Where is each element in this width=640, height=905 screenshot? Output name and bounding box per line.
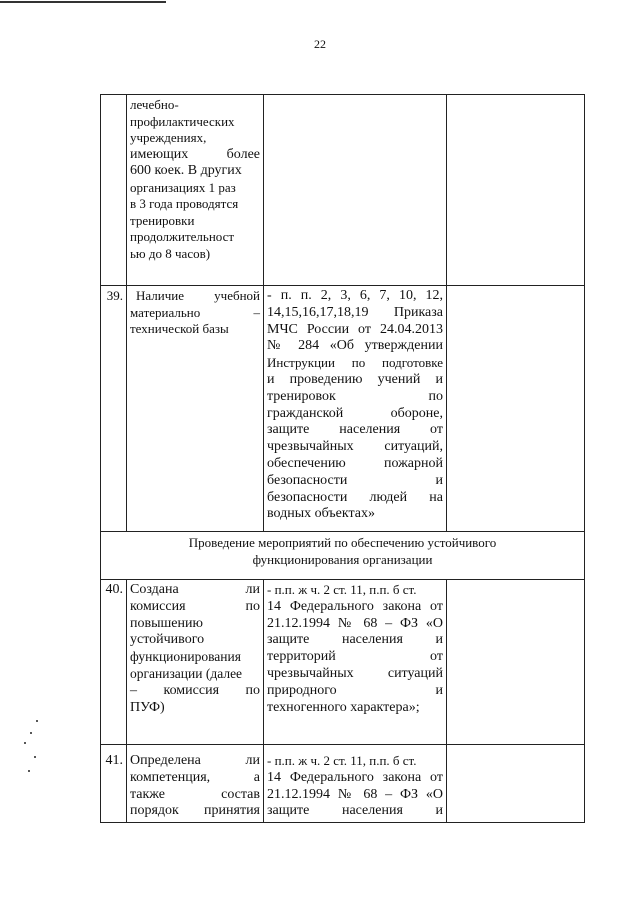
text-line: безопасности и: [267, 472, 443, 488]
text-line: чрезвычайных ситуаций: [267, 665, 443, 681]
section-row: [101, 532, 585, 580]
text-line: учреждениях,: [130, 130, 207, 145]
table-row: [101, 286, 585, 532]
basis-cell: [264, 286, 447, 532]
text-line: порядок принятия: [130, 803, 260, 819]
row-number: 39.: [101, 286, 127, 532]
text-line: гражданской обороне,: [267, 405, 443, 421]
row-number: [101, 95, 127, 286]
text-line: - п. п. 2, 3, 6, 7, 10, 12,: [267, 288, 443, 303]
text-line: имеющих более: [130, 146, 260, 162]
text-line: защите населения и: [267, 803, 443, 819]
text-line: территорий от: [267, 649, 443, 665]
text-line: техногенного характера»;: [267, 699, 420, 715]
text-line: Наличие учебной: [136, 288, 260, 303]
scan-specks: [22, 718, 52, 778]
text-line: технической базы: [130, 321, 229, 336]
text-line: устойчивого: [130, 632, 205, 648]
text-line: 14,15,16,17,18,19 Приказа: [267, 304, 443, 320]
text-line: тренировок по: [267, 388, 443, 404]
text-line: повышению: [130, 615, 203, 631]
requirements-table: [100, 94, 585, 823]
basis-cell: [264, 745, 447, 823]
text-line: 14 Федерального закона от: [267, 598, 443, 614]
text-line: материально –: [130, 304, 260, 320]
row-number: 40.: [101, 580, 127, 745]
requirement-cell: [127, 95, 264, 286]
text-line: защите населения от: [267, 422, 443, 438]
text-line: безопасности людей на: [267, 489, 443, 505]
text-line: Инструкции по подготовке: [267, 355, 443, 371]
scan-speck: [28, 770, 30, 772]
scan-speck: [24, 742, 26, 744]
text-line: функционирования: [130, 649, 241, 665]
basis-cell: [264, 95, 447, 286]
scan-speck: [34, 756, 36, 758]
text-line: природного и: [267, 682, 443, 698]
scan-speck: [36, 720, 38, 722]
text-line: Создана ли: [130, 582, 260, 597]
scan-speck: [30, 732, 32, 734]
note-cell: [447, 286, 585, 532]
text-line: № 284 «Об утверждении: [267, 338, 443, 354]
text-line: обеспечению пожарной: [267, 455, 443, 471]
text-line: профилактических: [130, 113, 235, 129]
text-line: организации (далее: [130, 665, 243, 681]
text-line: лечебно-: [130, 97, 179, 112]
text-line: организациях 1 раз: [130, 179, 236, 195]
text-line: также состав: [130, 786, 260, 802]
table-row: [101, 745, 585, 823]
table-row: [101, 580, 585, 745]
text-line: компетенция, а: [130, 769, 260, 785]
text-line: - п.п. ж ч. 2 ст. 11, п.п. б ст.: [267, 753, 417, 768]
page-number: 22: [314, 37, 326, 51]
row-number: 41.: [101, 745, 127, 823]
text-line: 600 коек. В других: [130, 163, 242, 178]
text-line: - п.п. ж ч. 2 ст. 11, п.п. б ст.: [267, 582, 417, 597]
note-cell: [447, 745, 585, 823]
table-row: [101, 95, 585, 286]
text-line: ПУФ): [130, 699, 165, 715]
text-line: 21.12.1994 № 68 – ФЗ «О: [267, 786, 443, 802]
text-line: Определена ли: [130, 753, 260, 768]
text-line: 21.12.1994 № 68 – ФЗ «О: [267, 615, 443, 631]
text-line: чрезвычайных ситуаций,: [267, 439, 443, 455]
text-line: ью до 8 часов): [130, 245, 211, 261]
text-line: МЧС России от 24.04.2013: [267, 321, 443, 337]
note-cell: [447, 580, 585, 745]
text-line: защите населения и: [267, 632, 443, 648]
text-line: водных объектах»: [267, 506, 375, 522]
requirement-cell: [127, 580, 264, 745]
text-line: комиссия по: [130, 598, 260, 614]
text-line: и проведению учений и: [267, 371, 443, 387]
note-cell: [447, 95, 585, 286]
requirement-cell: [127, 286, 264, 532]
section-title: Проведение мероприятий по обеспечению устойчивого функционирования организации: [101, 532, 585, 580]
top-rule: [0, 1, 166, 3]
text-line: – комиссия по: [130, 682, 260, 698]
text-line: продолжительност: [130, 229, 235, 244]
basis-cell: [264, 580, 447, 745]
text-line: в 3 года проводятся: [130, 196, 239, 211]
requirement-cell: [127, 745, 264, 823]
text-line: 14 Федерального закона от: [267, 769, 443, 785]
text-line: тренировки: [130, 212, 195, 228]
